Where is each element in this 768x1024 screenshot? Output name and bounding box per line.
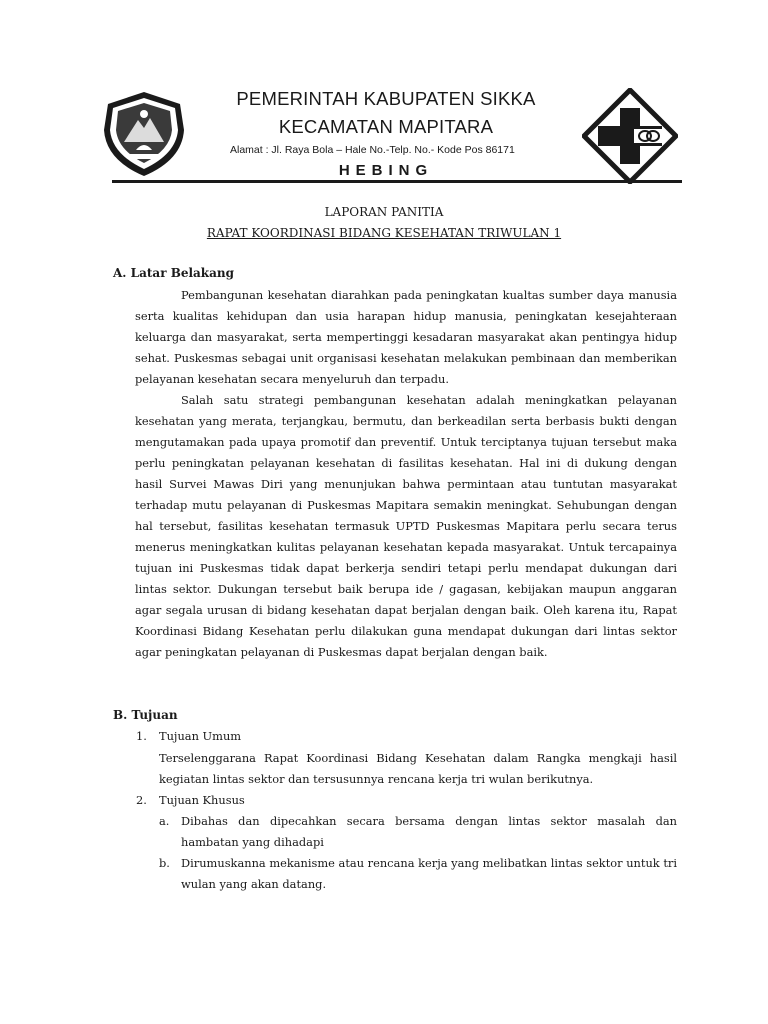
- item-1-title: Tujuan Umum: [159, 729, 242, 743]
- sub-b-label: b.: [159, 856, 170, 870]
- section-a-heading: A. Latar Belakang: [113, 266, 235, 280]
- section-b-heading: B. Tujuan: [113, 708, 178, 722]
- item-2-number: 2.: [136, 793, 147, 807]
- report-title: LAPORAN PANITIA: [324, 205, 444, 219]
- paragraph-2: Salah satu strategi pembangunan kesehatan adalah meningkatkan pelayanan kesehatan yang merata, terjangkau, bermutu, dan berkeadilan serta berbasis bukti dengan mengutamakan pada upaya promotif dan preventif. Untuk terciptanya tujuan tersebut maka perlu peningkatan pelayanan kesehatan di fasilitas kesehatan. Hal ini di dukung dengan hasil Survei Mawas Diri yang menunjukan bahwa permintaan atau tuntutan masyarakat terhadap mutu pelayanan di Puskesmas Mapitara semakin meningkat. Sehubungan dengan hal tersebut, fasilitas kesehatan termasuk UPTD Puskesmas Mapitara perlu secara terus menerus meningkatkan kulitas pelayanan kesehatan kepada masyarakat. Untuk tercapainya tujuan ini Puskesmas tidak dapat berkerja sendiri tetapi perlu mendapat dukungan dari lintas sektor. Dukungan tersebut baik berupa ide / gagasan, kebijakan maupun anggaran agar segala urusan di bidang kesehatan dapat berjalan dengan baik. Oleh karena itu, Rapat Koordinasi Bidang Kesehatan perlu dilakukan guna mendapat dukungan dari lintas sektor agar peningkatan pelayanan di Puskesmas dapat berjalan dengan baik.: [135, 393, 677, 659]
- item-2-title: Tujuan Khusus: [159, 793, 245, 807]
- place-name: HEBING: [338, 162, 434, 179]
- sub-a-text: Dibahas dan dipecahkan secara bersama dengan lintas sektor masalah dan hambatan yang dihadapi: [181, 814, 677, 849]
- report-subtitle: RAPAT KOORDINASI BIDANG KESEHATAN TRIWULAN 1: [206, 226, 562, 240]
- district-name: KECAMATAN MAPITARA: [278, 116, 494, 137]
- sub-b-text: Dirumuskanna mekanisme atau rencana kerja yang melibatkan lintas sektor untuk tri wulan yang akan datang.: [181, 856, 677, 891]
- item-1-number: 1.: [136, 729, 147, 743]
- government-name: PEMERINTAH KABUPATEN SIKKA: [236, 88, 536, 109]
- sub-a-label: a.: [159, 814, 170, 828]
- paragraph-1: Pembangunan kesehatan diarahkan pada peningkatan kualtas sumber daya manusia serta kualitas kehidupan dan usia harapan hidup manusia, peningkatan kesejahteraan keluarga dan masyarakat, serta mempertinggi kesadaran masyarakat akan pentingya hidup sehat. Puskesmas sebagai unit organisasi kesehatan melakukan pembinaan dan memberikan pelayanan kesehatan secara menyeluruh dan terpadu.: [135, 288, 677, 386]
- item-1-text: Terselenggarana Rapat Koordinasi Bidang Kesehatan dalam Rangka mengkaji hasil kegiatan lintas sektor dan tersusunnya rencana kerja tri wulan berikutnya.: [159, 751, 677, 786]
- address-line: Alamat : Jl. Raya Bola – Hale No.-Telp. No.- Kode Pos 86171: [230, 144, 515, 156]
